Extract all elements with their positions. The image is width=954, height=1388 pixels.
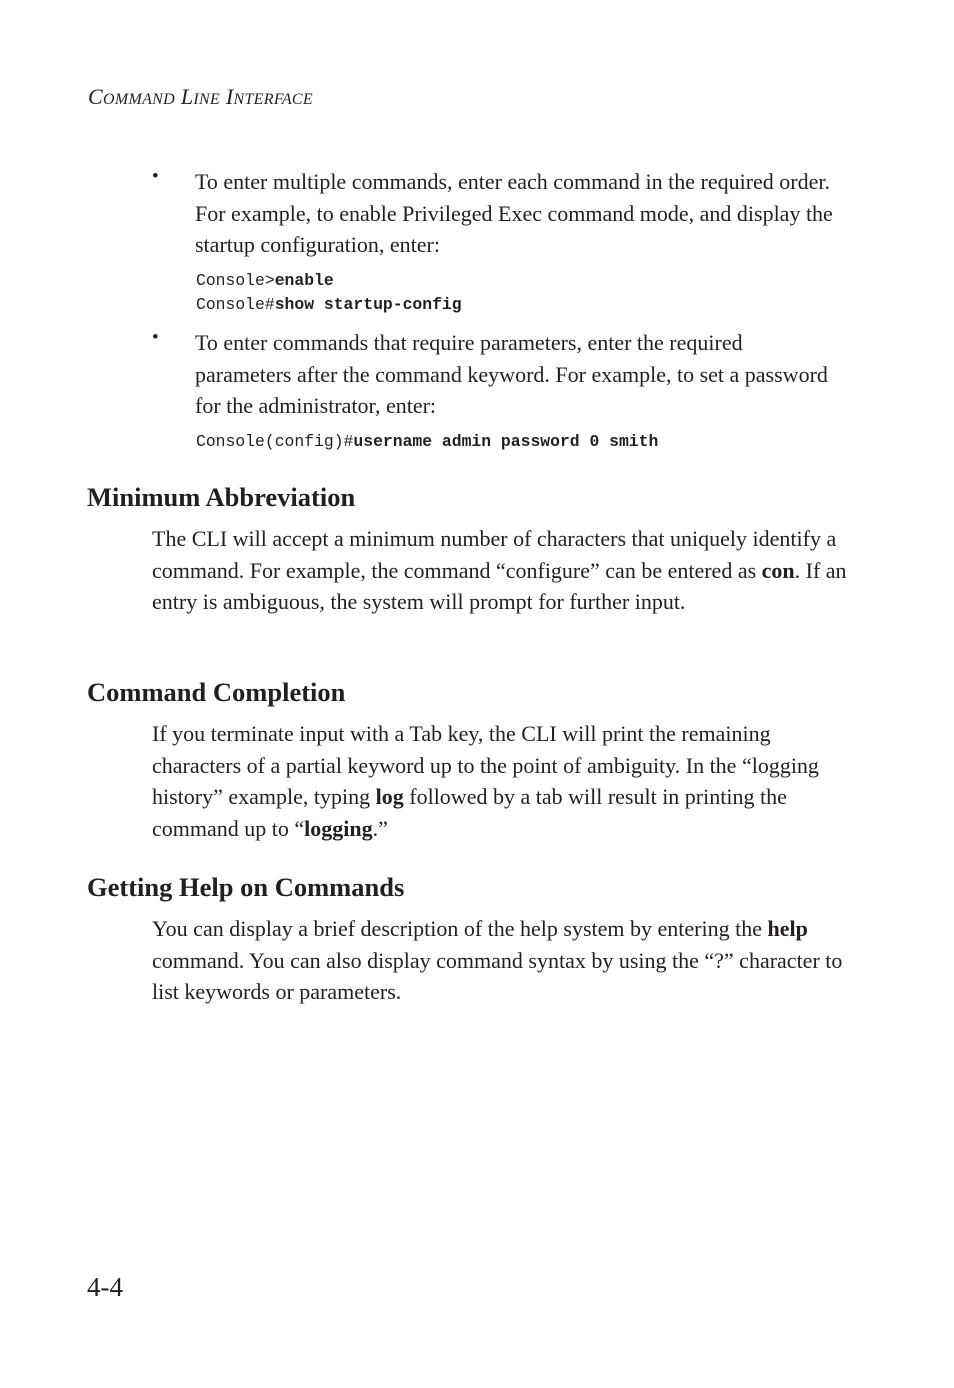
page-number: 4-4 [87, 1272, 123, 1302]
running-head: COMMAND LINE INTERFACE [88, 84, 313, 109]
bullet-text: To enter multiple commands, enter each command in the required order. For example, to enable Privileged Exec command mode, and display the startup configuration, enter: [195, 169, 833, 257]
bullet-mark: • [152, 166, 159, 187]
section-heading-command-completion: Command Completion [87, 677, 346, 707]
section-heading-getting-help: Getting Help on Commands [87, 872, 405, 902]
section-heading-minimum-abbreviation: Minimum Abbreviation [87, 482, 356, 512]
code-example: Console>enable Console#show startup-config [196, 270, 462, 314]
bullet-mark: • [152, 327, 159, 348]
bullet-text: To enter commands that require parameters, enter the required parameters after the command keyword. For example, to set a password for the administrator, enter: [195, 330, 828, 418]
code-example: Console(config)#username admin password 0 smith [196, 431, 659, 451]
bullet-item [152, 166, 842, 317]
paragraph-getting-help: You can display a brief description of the help system by entering the help command. You can also display command syntax by using the “?” character to list keywords or parameters. [152, 916, 843, 1004]
paragraph-minimum-abbreviation: The CLI will accept a minimum number of characters that uniquely identify a command. For example, the command “configure” can be entered as con. If an entry is ambiguous, the system will prompt for further input. [152, 526, 847, 614]
paragraph-command-completion: If you terminate input with a Tab key, the CLI will print the remaining characters of a partial keyword up to the point of ambiguity. In the “logging history” example, typing log followed by a tab will result in printing the command up to “logging.” [152, 721, 819, 841]
bullet-item [152, 327, 842, 454]
